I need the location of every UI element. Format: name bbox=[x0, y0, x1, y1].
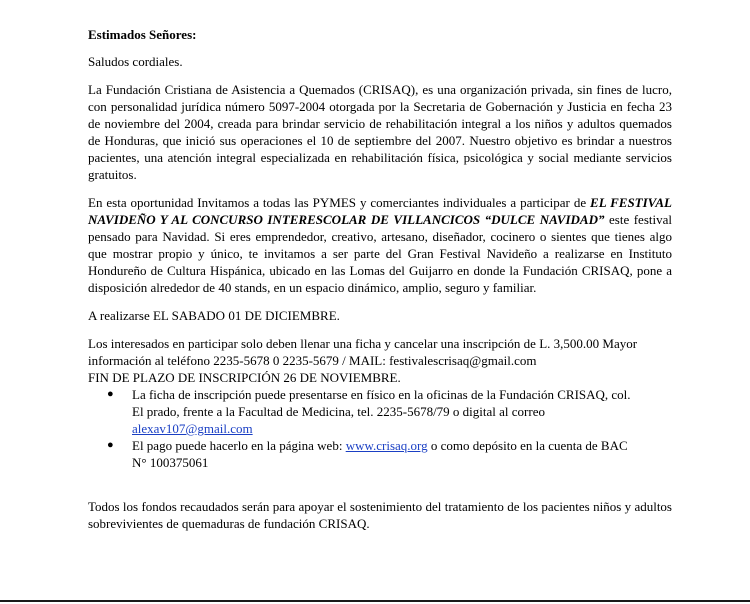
letter-body bbox=[88, 26, 672, 532]
list-item bbox=[107, 386, 632, 437]
info-line-fee: Los interesados en participar solo deben llenar una ficha y cancelar una inscripción de L. 3,500.00 Mayor bbox=[88, 336, 638, 351]
payment-text: El pago puede hacerlo en la página web: bbox=[132, 438, 346, 453]
payment-account: o como depósito en la cuenta de BAC N° 100375061 bbox=[132, 438, 628, 470]
deadline: FIN DE PLAZO DE INSCRIPCIÓN 26 DE NOVIEMBRE. bbox=[88, 370, 401, 385]
registration-text: La ficha de inscripción puede presentarse en físico en la oficinas de la Fundación CRISAQ, col. El prado, frente a la Facultad de Medicina, tel. 2235-5678/79 o digital al correo bbox=[132, 387, 631, 419]
paragraph-invitation bbox=[88, 194, 672, 296]
bullet-icon: ● bbox=[107, 388, 114, 400]
event-date: A realizarse EL SABADO 01 DE DICIEMBRE. bbox=[88, 308, 340, 323]
info-block bbox=[88, 335, 672, 386]
salutation: Saludos cordiales. bbox=[88, 54, 183, 69]
invitation-rest: este festival pensado para Navidad. Si eres emprendedor, creativo, artesano, diseñador, cocinero o sientes que tienes algo que mostrar propio y único, te invitamos a ser parte del Gran Festival Navideño a realizarse en Instituto Hondureño de Cultura Hispánica, ubicado en las Lomas del Guijarro en donde la Fundación CRISAQ, pone a disposición alrededor de 40 stands, en un espacio dinámico, amplio, seguro y familiar. bbox=[88, 212, 672, 295]
email-link[interactable]: alexav107@gmail.com bbox=[132, 421, 253, 436]
greeting: Estimados Señores: bbox=[88, 27, 197, 42]
instructions-list bbox=[88, 386, 632, 471]
closing-paragraph: Todos los fondos recaudados serán para apoyar el sostenimiento del tratamiento de los pacientes niños y adultos sobrevivientes de quemaduras de fundación CRISAQ. bbox=[88, 499, 672, 531]
page-bottom-rule bbox=[0, 600, 750, 602]
invitation-intro: En esta oportunidad Invitamos a todas las PYMES y comerciantes individuales a participar de bbox=[88, 195, 591, 210]
bullet-icon: ● bbox=[107, 439, 114, 451]
event-name: EL FESTIVAL NAVIDEÑO Y AL CONCURSO INTERESCOLAR DE VILLANCICOS “DULCE NAVIDAD” bbox=[88, 195, 672, 227]
list-item bbox=[107, 437, 632, 471]
paragraph-foundation: La Fundación Cristiana de Asistencia a Quemados (CRISAQ), es una organización privada, sin fines de lucro, con personalidad jurídica número 5097-2004 otorgada por la Secretaria de Gobernación y Justicia en fecha 23 de noviembre del 2004, creada para brindar servicio de rehabilitación integral a los niños y adultos quemados de Honduras, que inició sus operaciones el 10 de septiembre del 2007. Nuestro objetivo es brindar a nuestros pacientes, una atención integral especializada en rehabilitación física, psicológica y social mediante servicios gratuitos. bbox=[88, 82, 672, 182]
website-link[interactable]: www.crisaq.org bbox=[345, 438, 428, 453]
info-line-contact: información al teléfono 2235-5678 0 2235-5679 / MAIL: festivalescrisaq@gmail.com bbox=[88, 353, 537, 368]
